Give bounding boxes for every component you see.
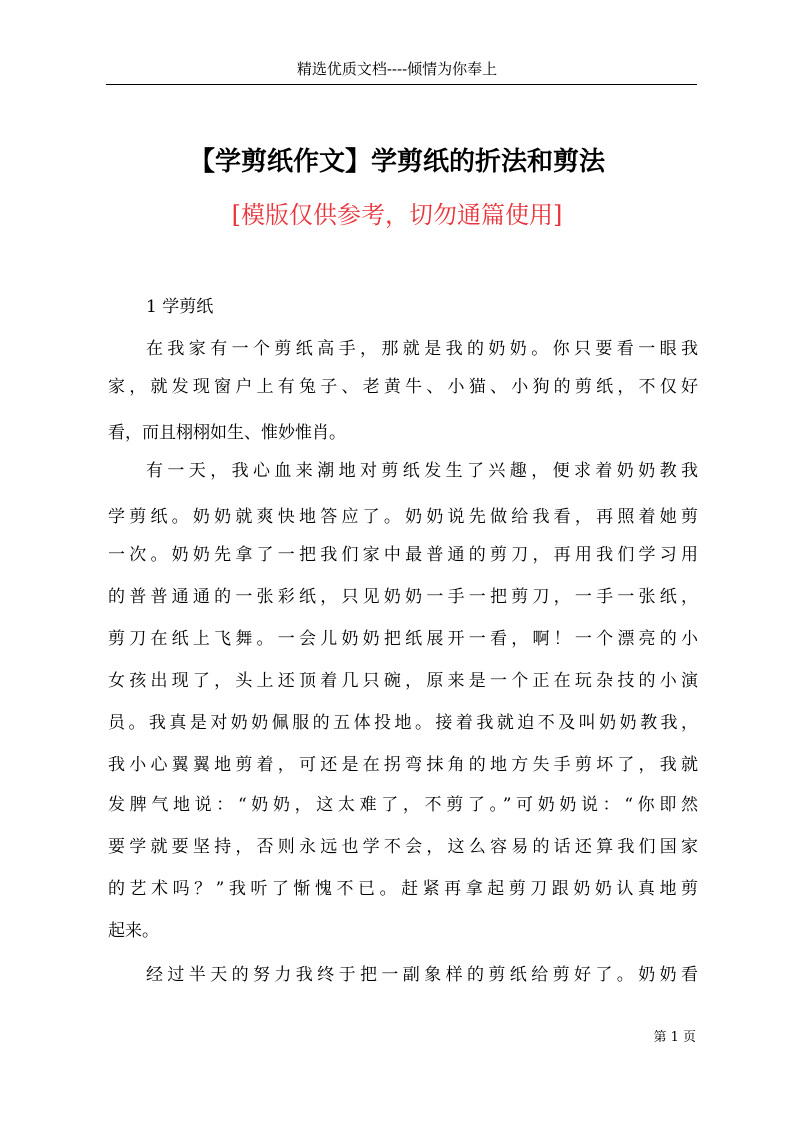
section-heading: 1 学剪纸 [146, 297, 214, 317]
body-line: 剪刀在纸上飞舞。一会儿奶奶把纸展开一看，啊！一个漂亮的小 [108, 629, 698, 649]
header-rule [106, 84, 697, 85]
body-line: 在我家有一个剪纸高手，那就是我的奶奶。你只要看一眼我 [146, 339, 698, 359]
body-line: 家，就发现窗户上有兔子、老黄牛、小猫、小狗的剪纸，不仅好 [108, 377, 698, 397]
body-line: 要学就要坚持，否则永远也学不会，这么容易的话还算我们国家 [108, 837, 698, 857]
body-line: 我小心翼翼地剪着，可还是在拐弯抹角的地方失手剪坏了，我就 [108, 755, 698, 775]
body-line: 的普普通通的一张彩纸，只见奶奶一手一把剪刀，一手一张纸， [108, 587, 698, 607]
body-line: 发脾气地说：“奶奶，这太难了，不剪了。”可奶奶说：“你即然 [108, 795, 698, 815]
page-header: 精选优质文档----倾情为你奉上 [296, 60, 498, 78]
body-line: 经过半天的努力我终于把一副象样的剪纸给剪好了。奶奶看 [146, 965, 698, 985]
template-notice: [模版仅供参考，切勿通篇使用] [231, 201, 563, 229]
page-number: 第 1 页 [653, 1030, 696, 1045]
body-line: 学剪纸。奶奶就爽快地答应了。奶奶说先做给我看，再照着她剪 [108, 507, 698, 527]
document-title: 【学剪纸作文】学剪纸的折法和剪法 [188, 147, 605, 177]
body-line: 女孩出现了，头上还顶着几只碗，原来是一个正在玩杂技的小演 [108, 671, 698, 691]
body-line: 有一天，我心血来潮地对剪纸发生了兴趣，便求着奶奶教我 [146, 461, 698, 481]
body-line: 的艺术吗？”我听了惭愧不已。赶紧再拿起剪刀跟奶奶认真地剪 [108, 879, 698, 899]
body-line: 一次。奶奶先拿了一把我们家中最普通的剪刀，再用我们学习用 [108, 545, 698, 565]
body-line: 看，而且栩栩如生、惟妙惟肖。 [108, 423, 346, 443]
body-line: 员。我真是对奶奶佩服的五体投地。接着我就迫不及叫奶奶教我， [108, 713, 698, 733]
body-line: 起来。 [108, 921, 159, 941]
